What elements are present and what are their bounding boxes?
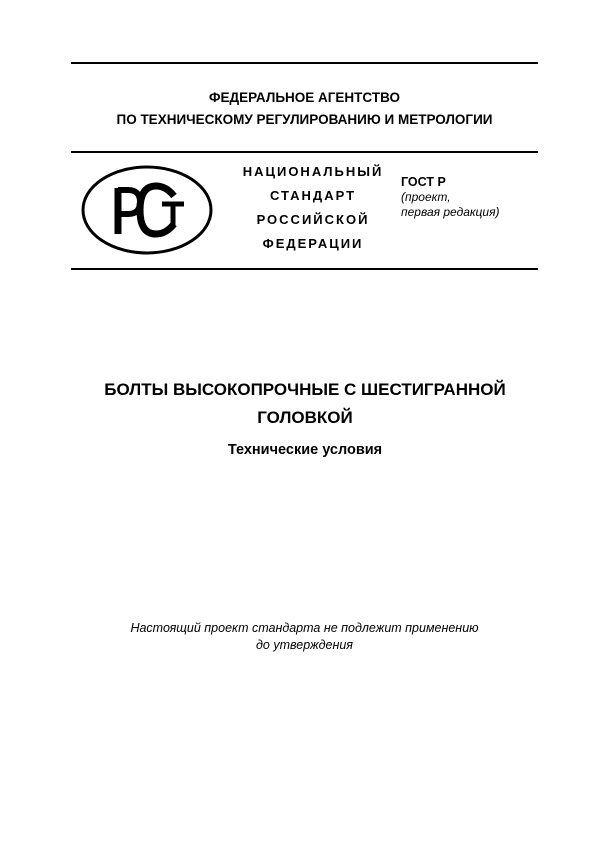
title-line-2: ГОЛОВКОЙ xyxy=(257,408,353,427)
agency-header xyxy=(71,87,538,131)
top-divider xyxy=(71,62,538,64)
title-line-1: БОЛТЫ ВЫСОКОПРОЧНЫЕ С ШЕСТИГРАННОЙ xyxy=(104,380,506,399)
agency-line-2: ПО ТЕХНИЧЕСКОМУ РЕГУЛИРОВАНИЮ И МЕТРОЛОГИИ xyxy=(116,112,493,127)
gost-note-line-2: первая редакция) xyxy=(401,205,500,219)
standard-line-4: ФЕДЕРАЦИИ xyxy=(262,236,364,251)
svg-text:РСТ: РСТ xyxy=(80,164,82,165)
draft-notice xyxy=(71,620,538,654)
gost-note-line-1: (проект, xyxy=(401,190,451,204)
standard-line-2: СТАНДАРТ xyxy=(269,188,357,203)
standard-line-3: РОССИЙСКОЙ xyxy=(256,212,370,227)
notice-line-2: до утверждения xyxy=(256,638,353,652)
standard-line-1: НАЦИОНАЛЬНЫЙ xyxy=(242,164,384,179)
rst-certification-mark-icon xyxy=(80,164,214,256)
header-divider xyxy=(71,151,538,153)
document-subtitle: Технические условия xyxy=(227,442,383,458)
gost-code: ГОСТ Р xyxy=(401,175,446,189)
agency-line-1: ФЕДЕРАЛЬНОЕ АГЕНТСТВО xyxy=(208,90,401,105)
notice-line-1: Настоящий проект стандарта не подлежит применению xyxy=(130,621,479,635)
document-title xyxy=(60,376,550,432)
standard-divider xyxy=(71,268,538,270)
national-standard-block xyxy=(228,160,398,256)
gost-designation xyxy=(401,175,541,220)
